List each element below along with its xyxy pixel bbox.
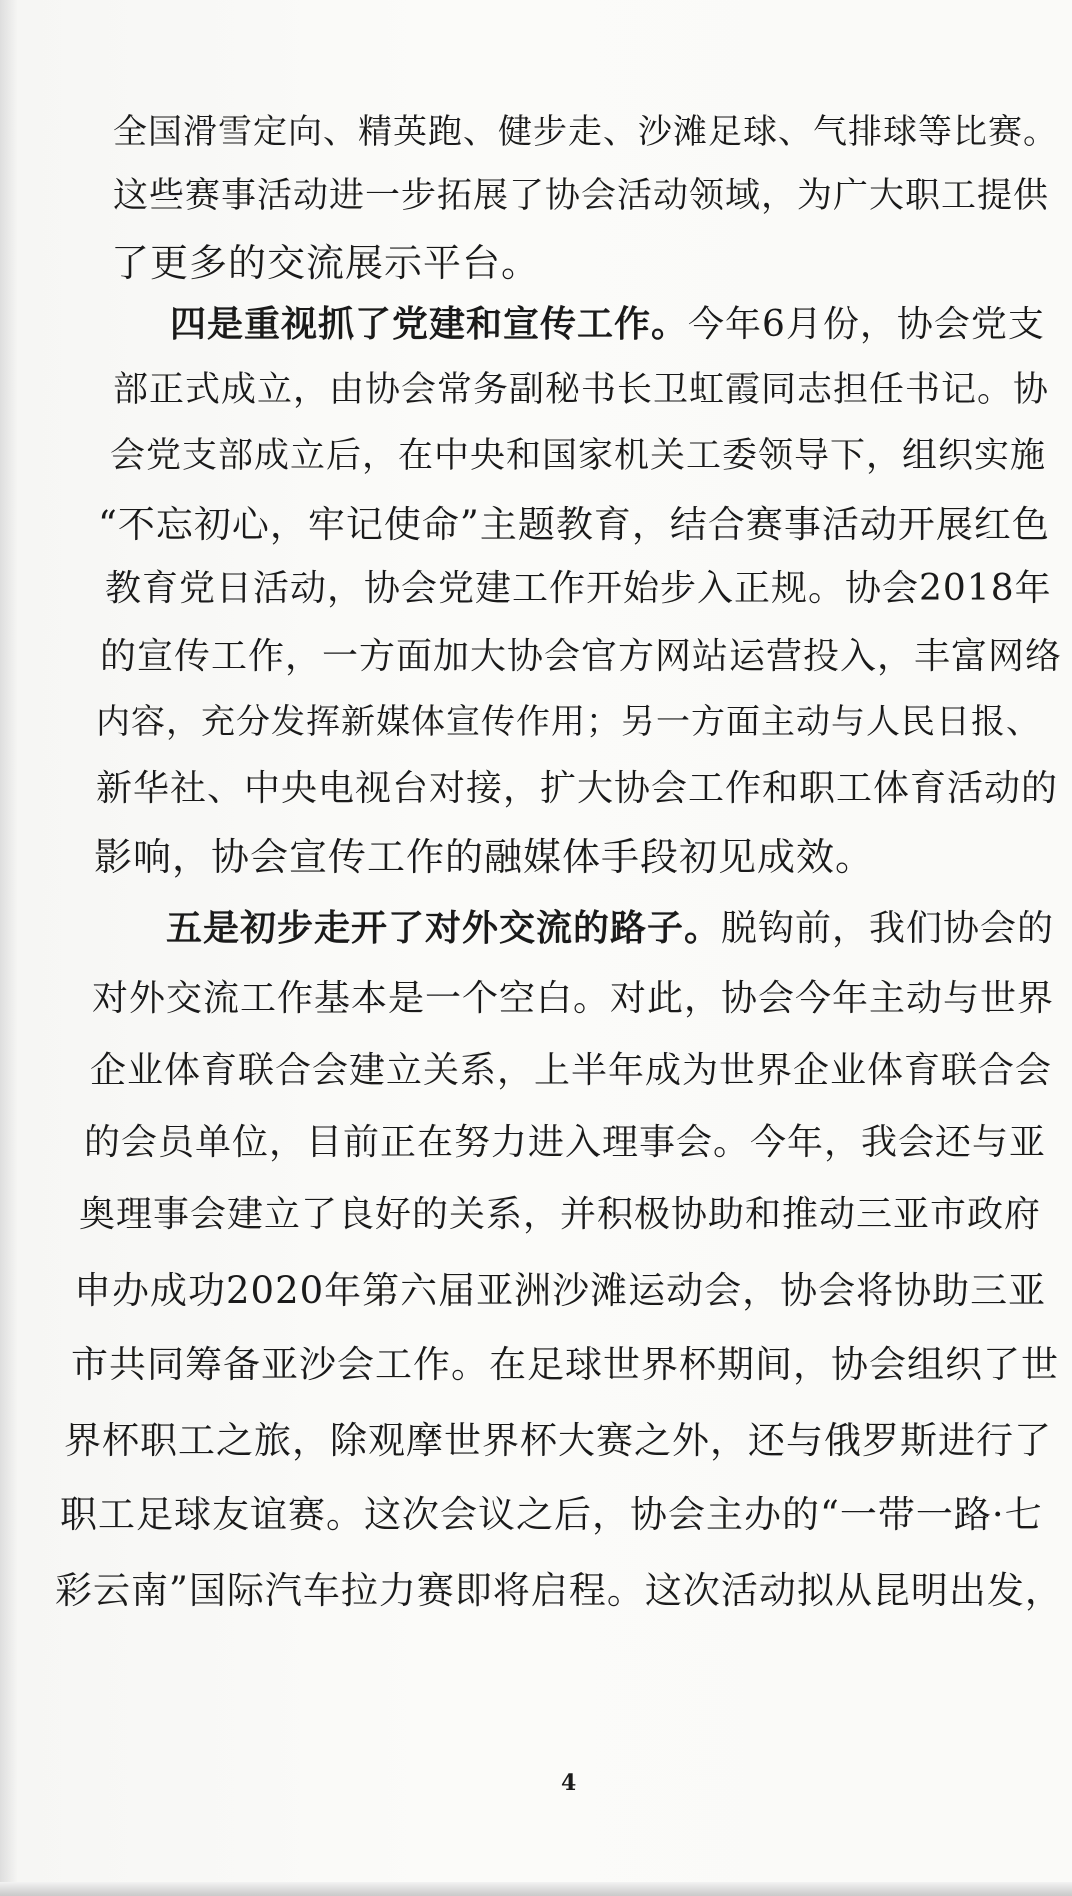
text-line: 了更多的交流展示平台。 [111, 241, 541, 285]
text-line [170, 296, 1045, 347]
section-heading: 四是重视抓了党建和宣传工作。 [170, 303, 689, 345]
text-line: “不忘初心，牢记使命”主题教育，结合赛事活动开展红色 [98, 503, 1050, 546]
text-line: 这些赛事活动进一步拓展了协会活动领域，为广大职工提供 [113, 176, 1050, 216]
text-line: 的会员单位，目前正在努力进入理事会。今年，我会还与亚 [84, 1122, 1047, 1163]
text-line: 彩云南”国际汽车拉力赛即将启程。这次活动拟从昆明出发， [55, 1569, 1063, 1612]
text-line: 企业体育联合会建立关系，上半年成为世界企业体育联合会 [90, 1050, 1053, 1091]
text-line: 市共同筹备亚沙会工作。在足球世界杯期间，协会组织了世 [71, 1343, 1059, 1386]
text-line [166, 900, 1054, 951]
text-line: 教育党日活动，协会党建工作开始步入正规。协会2018年 [105, 568, 1052, 609]
text-line: 会党支部成立后，在中央和国家机关工委领导下，组织实施 [110, 436, 1047, 476]
text-line: 界杯职工之旅，除观摩世界杯大赛之外，还与俄罗斯进行了 [64, 1419, 1052, 1462]
text-line: 的宣传工作，一方面加大协会官方网站运营投入，丰富网络 [100, 636, 1063, 677]
text-line: 新华社、中央电视台对接，扩大协会工作和职工体育活动的 [96, 768, 1059, 809]
text-line: 奥理事会建立了良好的关系，并积极协助和推动三亚市政府 [79, 1194, 1042, 1235]
text-line: 申办成功2020年第六届亚洲沙滩运动会，协会将协助三亚 [74, 1269, 1047, 1312]
page-bottom-edge [0, 1882, 1072, 1896]
text-line: 部正式成立，由协会常务副秘书长卫虹霞同志担任书记。协 [113, 370, 1050, 410]
text-line: 内容，充分发挥新媒体宣传作用；另一方面主动与人民日报、 [96, 702, 1041, 742]
text-run: 脱钩前，我们协会的 [721, 908, 1055, 949]
text-line: 影响，协会宣传工作的融媒体手段初见成效。 [94, 835, 875, 879]
text-line: 职工足球友谊赛。这次会议之后，协会主办的“一带一路·七 [60, 1493, 1043, 1536]
text-line: 对外交流工作基本是一个空白。对此，协会今年主动与世界 [92, 978, 1055, 1019]
text-line: 全国滑雪定向、精英跑、健步走、沙滩足球、气排球等比赛。 [113, 112, 1058, 152]
page-number: 4 [561, 1770, 577, 1796]
section-heading: 五是初步走开了对外交流的路子。 [166, 907, 722, 949]
text-run: 今年6月份，协会党支 [688, 304, 1045, 345]
